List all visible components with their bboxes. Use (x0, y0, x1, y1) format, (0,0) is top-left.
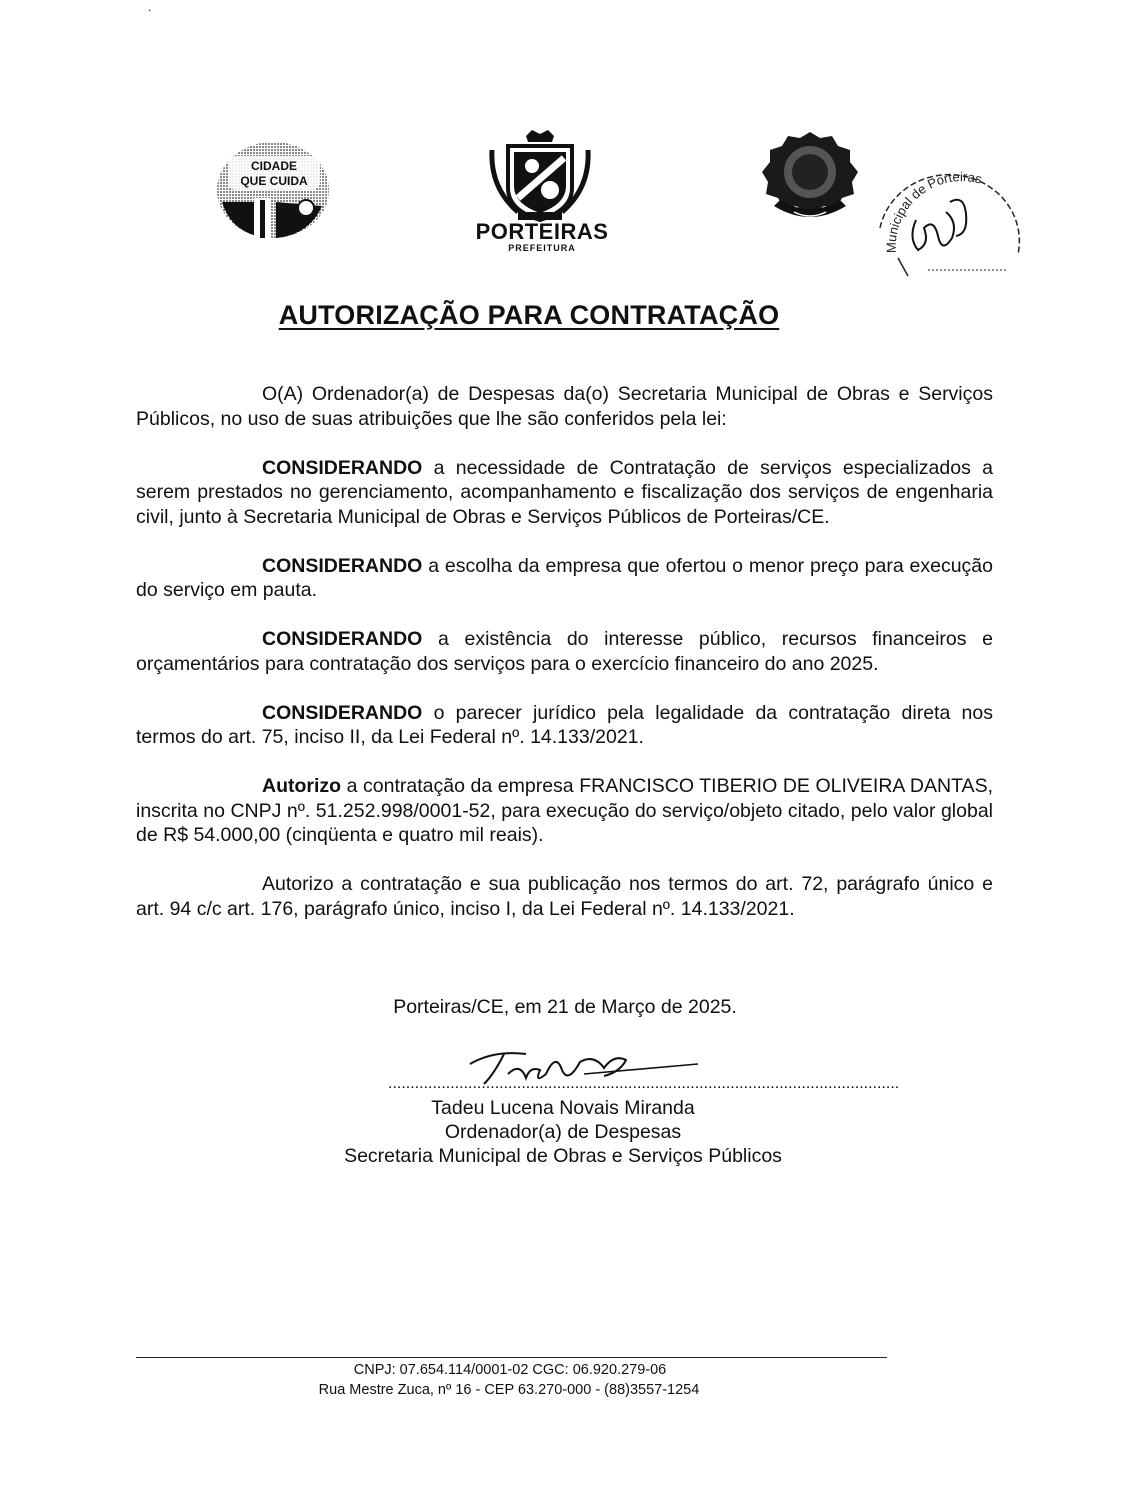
paragraph-considerando-4 (136, 701, 993, 750)
footer-divider (136, 1357, 887, 1358)
signer-role: Ordenador(a) de Despesas (444, 1121, 682, 1143)
footer-cnpj: CNPJ: 07.654.114/0001-02 CGC: 06.920.279-06 (353, 1362, 667, 1378)
signature-line: ................................................................................................................... (388, 1075, 900, 1092)
paragraph-considerando-3 (136, 627, 993, 676)
paragraph-text: o parecer jurídico pela legalidade da contratação direta nos termos do art. 75, inciso II, da Lei Federal nº. 14.133/2021. (136, 701, 993, 748)
paragraph-intro: O(A) Ordenador(a) de Despesas da(o) Secretaria Municipal de Obras e Serviços Públicos, no uso de suas atribuições que lhe são conferidos pela lei: (136, 383, 993, 430)
municipal-seal-logo (760, 128, 860, 226)
porteiras-crest-logo (488, 128, 592, 223)
svg-text:Municipal de Porteiras: Municipal de Porteiras (883, 169, 984, 254)
porteiras-name: PORTEIRAS (475, 219, 609, 244)
paragraph-autorizo-1 (136, 774, 993, 848)
document-title: AUTORIZAÇÃO PARA CONTRATAÇÃO (278, 300, 780, 330)
official-stamp (868, 158, 1028, 308)
document-body (136, 382, 993, 946)
considerando-label: CONSIDERANDO (262, 456, 423, 479)
considerando-label: CONSIDERANDO (262, 554, 423, 577)
svg-text:QUE CUIDA: QUE CUIDA (240, 174, 308, 188)
paragraph-text: a contratação da empresa FRANCISCO TIBERIO DE OLIVEIRA DANTAS, inscrita no CNPJ nº. 51.252.998/0001-52, para execução do serviço/objeto citado, pelo valor global de R$ 54.000,00 (cinqüenta e quatro mil reais). (136, 775, 993, 846)
considerando-label: CONSIDERANDO (262, 628, 423, 650)
dateline: Porteiras/CE, em 21 de Março de 2025. (393, 996, 737, 1018)
stray-mark: . (148, 0, 152, 14)
svg-text:CIDADE: CIDADE (250, 159, 298, 173)
signer-name: Tadeu Lucena Novais Miranda (431, 1097, 695, 1119)
footer-address: Rua Mestre Zuca, nº 16 - CEP 63.270-000 - (88)3557-1254 (318, 1382, 700, 1398)
paragraph-text: a escolha da empresa que ofertou o menor preço para execução do serviço em pauta. (136, 554, 993, 601)
paragraph-text: a necessidade de Contratação de serviços especializados a serem prestados no gerenciamento, acompanhamento e fiscalização dos serviços de engenharia civil, junto à Secretaria Municipal de Obras e Serviços Públicos de Porteiras/CE. (136, 456, 993, 528)
paragraph-considerando-1 (136, 456, 993, 530)
paragraph-autorizo-2: Autorizo a contratação e sua publicação nos termos do art. 72, parágrafo único e art. 94 c/c art. 176, parágrafo único, inciso I, da Lei Federal nº. 14.133/2021. (136, 873, 993, 920)
porteiras-wordmark (462, 219, 622, 253)
considerando-label: CONSIDERANDO (262, 701, 423, 724)
paragraph-considerando-2 (136, 554, 993, 603)
cidade-que-cuida-logo (214, 140, 332, 240)
autorizo-label: Autorizo (262, 775, 342, 797)
prefeitura-label: PREFEITURA (508, 243, 576, 253)
signer-department: Secretaria Municipal de Obras e Serviços Públicos (344, 1145, 782, 1167)
paragraph-text: a existência do interesse público, recursos financeiros e orçamentários para contratação dos serviços para o exercício financeiro do ano 2025. (136, 628, 993, 675)
